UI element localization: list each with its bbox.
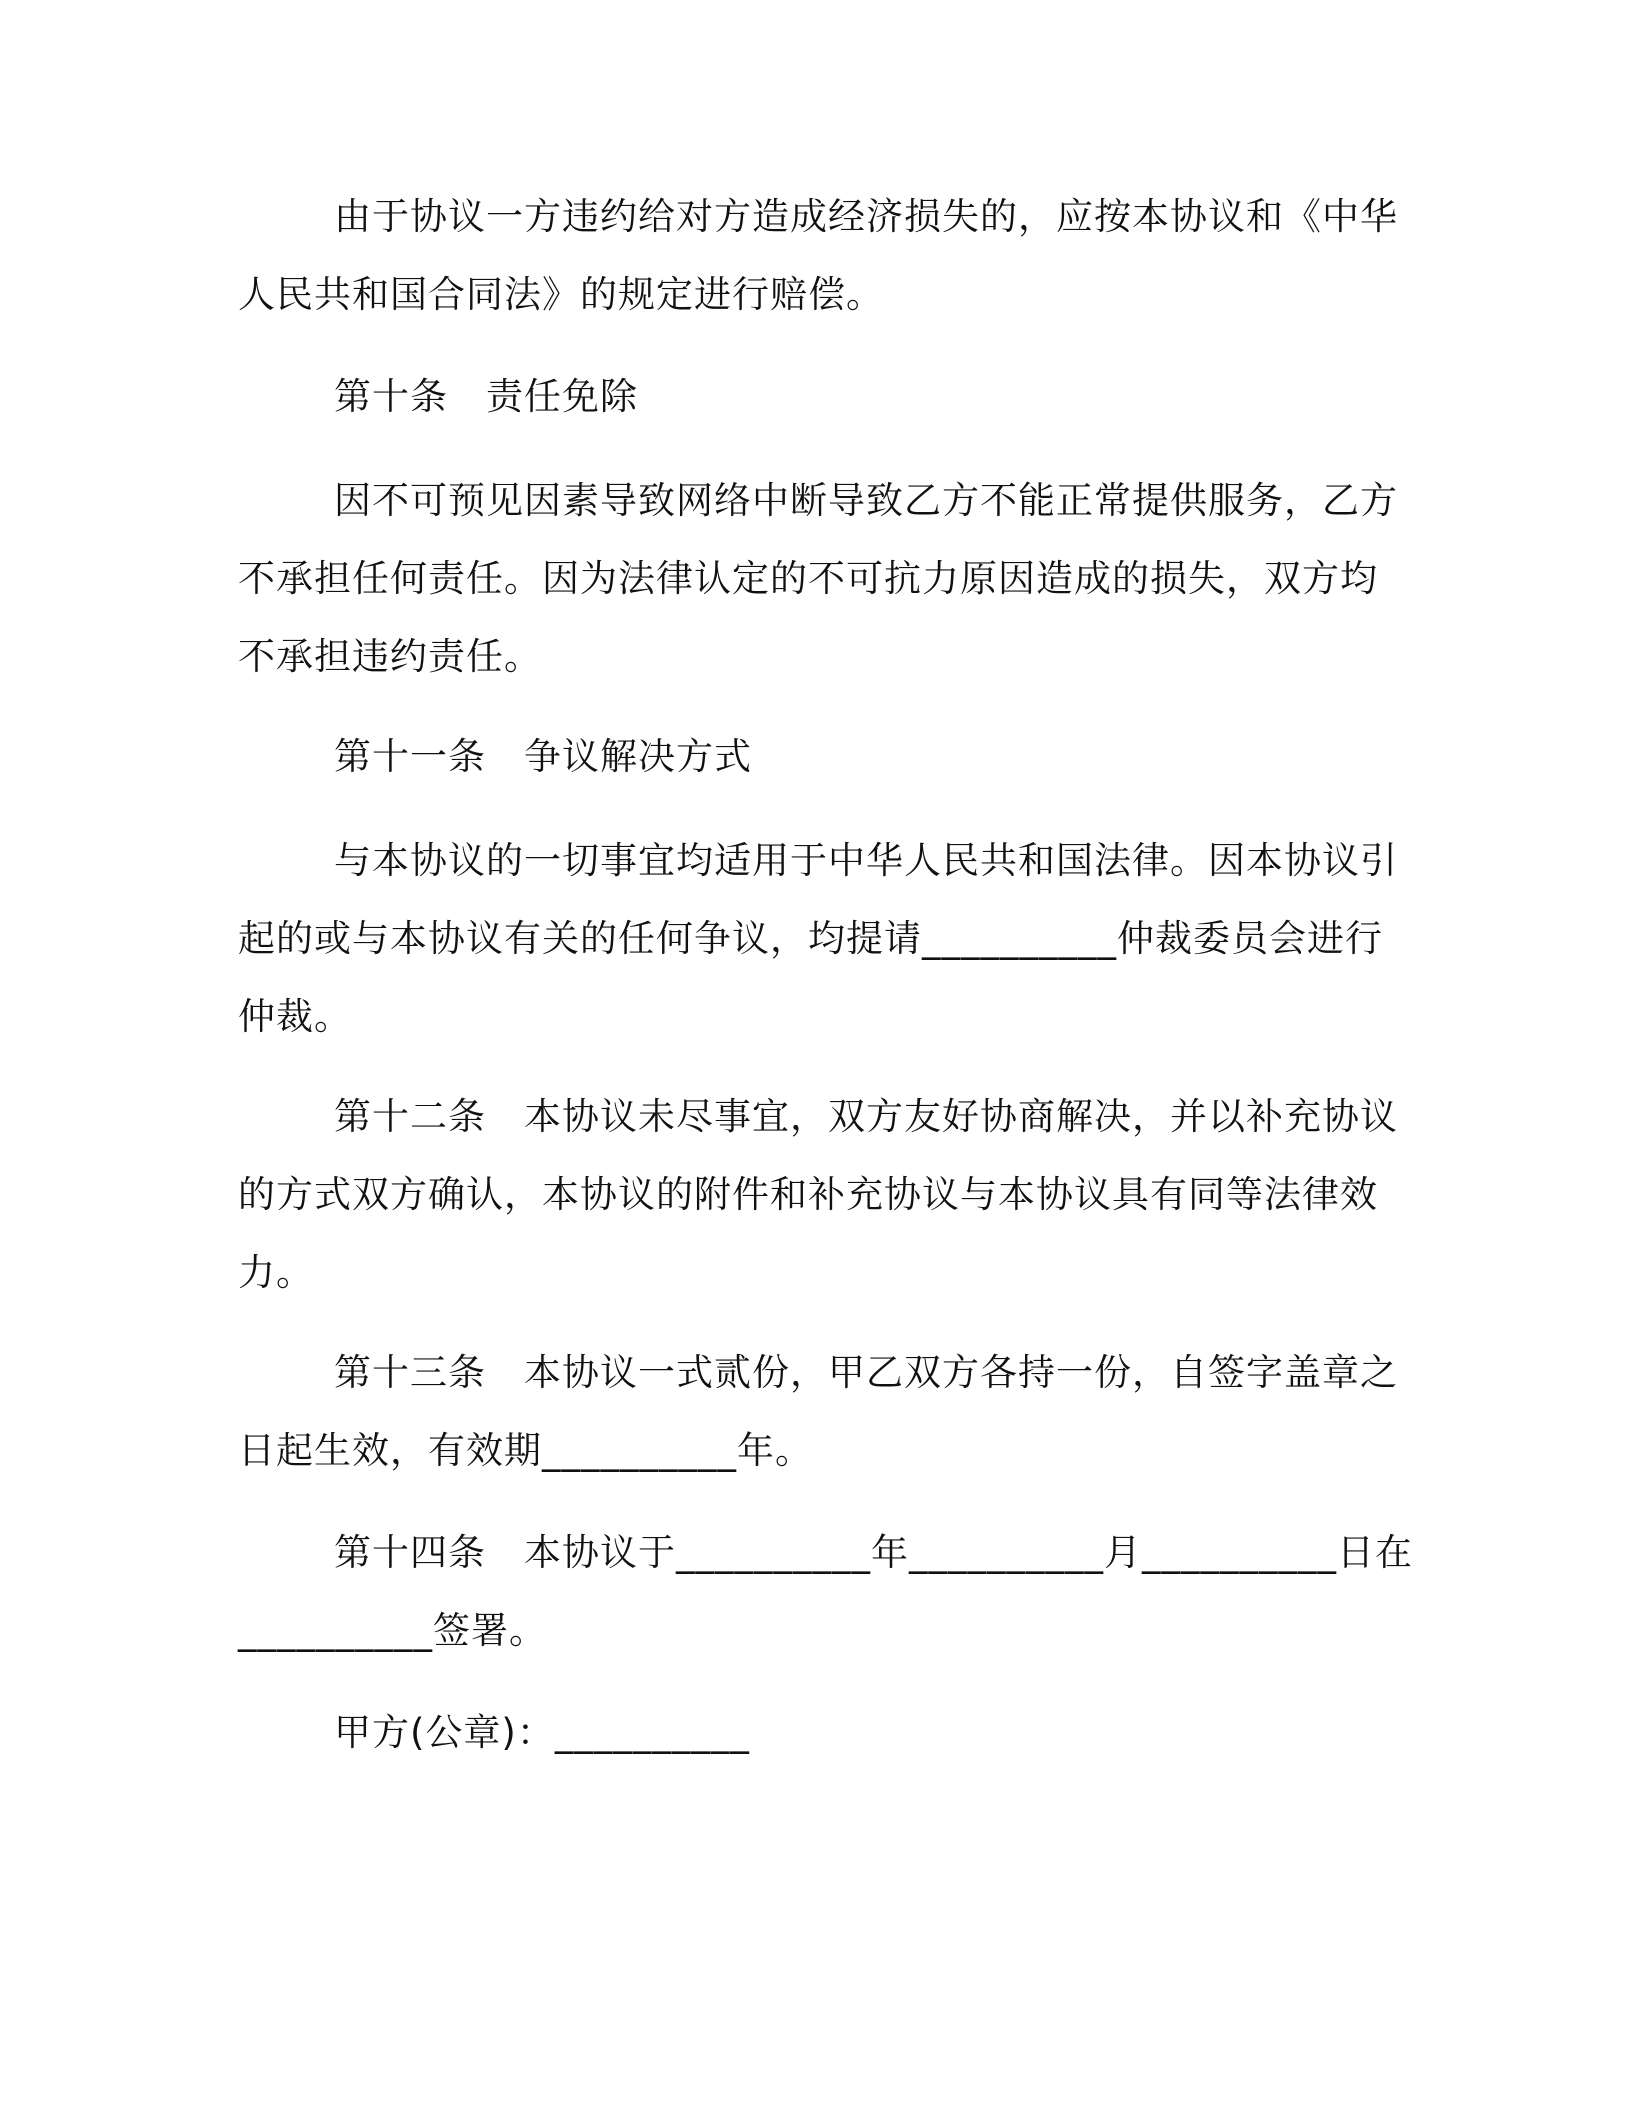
- paragraph-exemption: [238, 462, 1398, 696]
- article-text: 本协议于__________年__________月__________日在: [524, 1531, 1413, 1574]
- article-number: 第十四条: [334, 1531, 486, 1574]
- article-13: [238, 1334, 1398, 1490]
- article-text: 本协议未尽事宜，双方友好协商解决，并以补充协议: [524, 1095, 1398, 1138]
- text-line: 因不可预见因素导致网络中断导致乙方不能正常提供服务，乙方: [334, 479, 1398, 522]
- text-line: 与本协议的一切事宜均适用于中华人民共和国法律。因本协议引: [334, 839, 1398, 882]
- paragraph-dispute-resolution: [238, 822, 1398, 1056]
- article-text: 本协议一式贰份，甲乙双方各持一份，自签字盖章之: [524, 1351, 1398, 1394]
- article-title: 争议解决方式: [524, 735, 752, 778]
- text-line: [238, 1514, 1413, 1592]
- text-line: __________签署。: [238, 1609, 547, 1652]
- article-number: 第十一条: [334, 735, 486, 778]
- text-line: 起的或与本协议有关的任何争议，均提请__________仲裁委员会进行: [238, 917, 1383, 960]
- article-10-heading: [238, 358, 1388, 436]
- article-title: 责任免除: [486, 375, 638, 418]
- text-line: [238, 1334, 1398, 1412]
- paragraph-breach-compensation: [238, 178, 1398, 334]
- article-11-heading: [238, 718, 1388, 796]
- article-heading-line: [238, 718, 1388, 796]
- article-number: 第十条: [334, 375, 448, 418]
- article-number: 第十二条: [334, 1095, 486, 1138]
- article-14: [238, 1514, 1413, 1670]
- text-line: 力。: [238, 1251, 314, 1294]
- text-line: [238, 1078, 1398, 1156]
- text-line: 由于协议一方违约给对方造成经济损失的，应按本协议和《中华: [334, 195, 1398, 238]
- signature-block: [238, 1694, 1388, 1772]
- article-number: 第十三条: [334, 1351, 486, 1394]
- text-line: 仲裁。: [238, 995, 352, 1038]
- text-line: 不承担任何责任。因为法律认定的不可抗力原因造成的损失，双方均: [238, 557, 1378, 600]
- text-line: 的方式双方确认，本协议的附件和补充协议与本协议具有同等法律效: [238, 1173, 1378, 1216]
- text-line: 日起生效，有效期__________年。: [238, 1429, 813, 1472]
- text-line: 人民共和国合同法》的规定进行赔偿。: [238, 273, 884, 316]
- article-heading-line: [238, 358, 1388, 436]
- party-a-seal-line: 甲方(公章)：__________: [334, 1711, 750, 1754]
- article-12: [238, 1078, 1398, 1312]
- text-line: 不承担违约责任。: [238, 635, 542, 678]
